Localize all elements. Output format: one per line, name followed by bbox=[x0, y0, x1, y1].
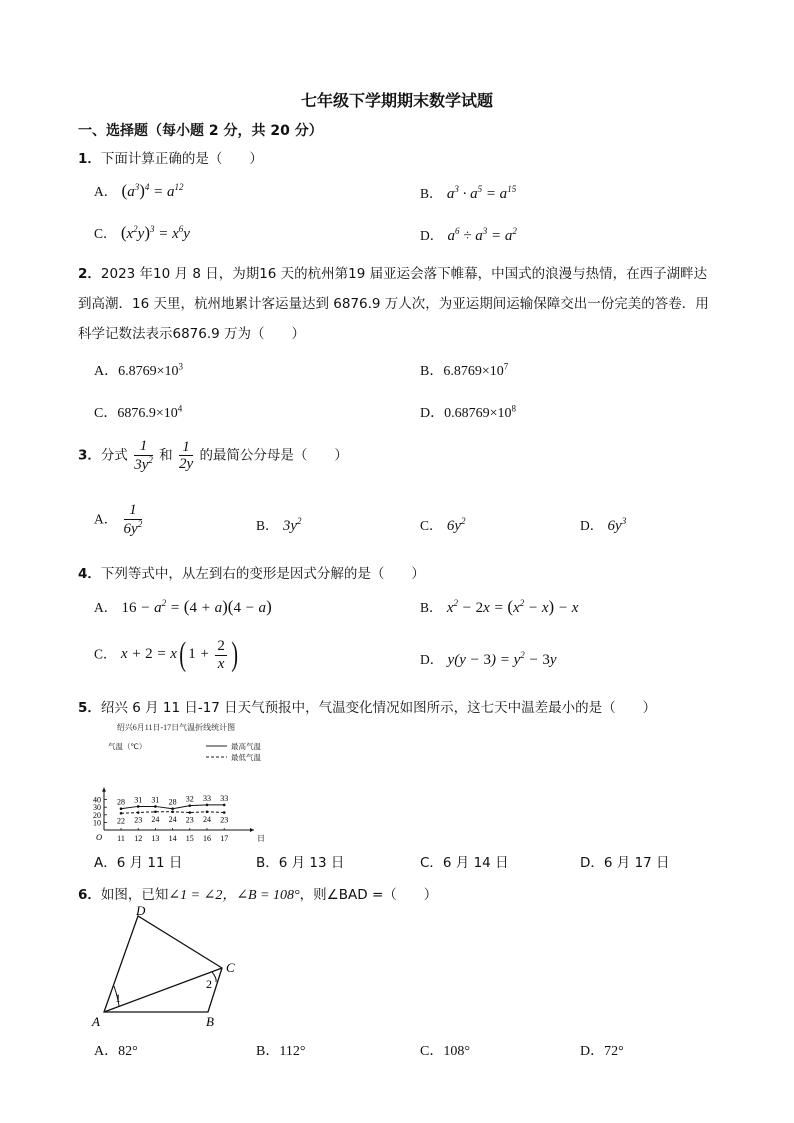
q5-option-c[interactable] bbox=[420, 851, 509, 871]
vertex-label-a: A bbox=[92, 1014, 100, 1029]
q5-option-a[interactable] bbox=[94, 851, 182, 871]
origin-label: O bbox=[96, 832, 103, 842]
data-label-high: 28 bbox=[168, 797, 177, 807]
data-point-high bbox=[206, 804, 209, 807]
question-number: 1． bbox=[78, 151, 101, 167]
data-point-low bbox=[120, 812, 123, 815]
option-label: C． bbox=[94, 646, 117, 662]
temperature-line-chart bbox=[86, 718, 266, 844]
data-point-low bbox=[154, 810, 157, 813]
quadrilateral-figure bbox=[88, 906, 258, 1032]
q4-option-a[interactable] bbox=[94, 596, 272, 617]
option-text: D．0.68769×10 bbox=[420, 406, 512, 421]
q4-option-d[interactable] bbox=[420, 648, 557, 669]
question-text-pre: 分式 bbox=[100, 447, 128, 464]
data-point-low bbox=[189, 811, 192, 814]
x-tick-label: 13 bbox=[151, 834, 160, 843]
option-text: B．112° bbox=[256, 1044, 306, 1059]
data-label-low: 24 bbox=[151, 814, 160, 824]
question-text-post: 的最简公分母是（ ） bbox=[199, 447, 348, 464]
option-exponent: 3 bbox=[178, 361, 184, 372]
data-label-low: 23 bbox=[220, 815, 229, 825]
angle-label-1: 1 bbox=[115, 991, 121, 1005]
question-text-line3: 科学记数法表示6876.9 万为（ ） bbox=[78, 326, 306, 342]
data-point-low bbox=[137, 811, 140, 814]
data-label-low: 22 bbox=[117, 816, 125, 826]
q2-option-d[interactable] bbox=[420, 402, 516, 422]
question-number: 2． bbox=[78, 266, 101, 282]
question-text-line2: 到高潮．16 天里，杭州地累计客运量达到 6876.9 万人次，为亚运期间运输保障交出一份完美的答卷．用 bbox=[78, 296, 709, 312]
option-label: A． bbox=[94, 184, 118, 199]
q5-option-d[interactable] bbox=[580, 851, 670, 871]
x-tick-label: 12 bbox=[134, 834, 143, 843]
option-text: C．6 月 14 日 bbox=[420, 855, 509, 871]
option-label: B． bbox=[420, 186, 443, 201]
data-point-high bbox=[189, 804, 192, 807]
option-text: D．72° bbox=[580, 1044, 624, 1059]
section-heading: 一、选择题（每小题 2 分，共 20 分） bbox=[78, 123, 323, 139]
option-exponent: 4 bbox=[177, 403, 183, 414]
question-text: 下面计算正确的是（ ） bbox=[100, 151, 263, 167]
data-label-low: 23 bbox=[185, 815, 194, 825]
option-formula: $y(y - 3) = y^2 - 3y$ bbox=[447, 650, 557, 668]
q5-option-b[interactable] bbox=[256, 851, 344, 871]
q1-option-c[interactable] bbox=[94, 222, 190, 243]
q1-option-a[interactable] bbox=[94, 180, 184, 201]
option-label: C． bbox=[420, 518, 443, 533]
question-number: 6． bbox=[78, 887, 101, 903]
y-tick-label: 10 bbox=[93, 818, 101, 828]
q4-option-c[interactable] bbox=[94, 636, 240, 674]
data-label-high: 28 bbox=[117, 797, 125, 807]
question-4 bbox=[78, 562, 425, 582]
option-label: D． bbox=[420, 228, 444, 243]
option-text: B．6 月 13 日 bbox=[256, 855, 345, 871]
option-text: C．108° bbox=[420, 1044, 470, 1059]
question-number: 3． bbox=[78, 447, 101, 464]
data-point-low bbox=[206, 810, 209, 813]
option-label: D． bbox=[580, 518, 604, 533]
vertex-label-d: D bbox=[136, 906, 146, 918]
option-formula: $6y^2$ bbox=[446, 516, 466, 534]
option-formula: $3y^2$ bbox=[282, 516, 302, 534]
q2-option-a[interactable] bbox=[94, 360, 183, 380]
option-formula: $6y^3$ bbox=[607, 516, 627, 534]
q6-option-a[interactable] bbox=[94, 1040, 138, 1060]
data-point-high bbox=[223, 804, 226, 807]
x-tick-label: 15 bbox=[185, 834, 194, 843]
q3-option-d[interactable] bbox=[580, 514, 626, 535]
option-text: B．6.8769×10 bbox=[420, 364, 504, 379]
q3-option-b[interactable] bbox=[256, 514, 301, 535]
option-label: B． bbox=[256, 518, 279, 533]
data-label-low: 24 bbox=[168, 814, 177, 824]
q6-option-c[interactable] bbox=[420, 1040, 470, 1060]
question-text-line1: 2023 年10 月 8 日，为期16 天的杭州第19 届亚运会落下帷幕，中国式的浪漫与热情，在西子湖畔达 bbox=[100, 266, 708, 282]
data-label-high: 32 bbox=[185, 794, 194, 804]
option-formula: $x^2 - 2x = (x^2 - x) - x$ bbox=[446, 597, 579, 616]
data-label-low: 24 bbox=[203, 814, 211, 824]
q6-option-b[interactable] bbox=[256, 1040, 305, 1060]
question-number: 5． bbox=[78, 700, 101, 716]
y-axis-arrow bbox=[102, 788, 106, 792]
option-formula: x + 2 = x( 1 + $\frac{2}{x}$ ) bbox=[120, 636, 238, 673]
question-condition: ∠1 = ∠2，∠B = 108° bbox=[168, 888, 300, 903]
question-1 bbox=[78, 147, 263, 167]
q3-option-c[interactable] bbox=[420, 514, 465, 535]
question-text-mid: 和 bbox=[159, 447, 173, 464]
q1-option-d[interactable] bbox=[420, 224, 517, 245]
option-exponent: 8 bbox=[511, 403, 517, 414]
chart-title: 绍兴6月11日-17日气温折线统计图 bbox=[116, 723, 236, 732]
y-tick-label: 40 bbox=[93, 795, 101, 805]
data-label-high: 31 bbox=[134, 795, 143, 805]
y-axis-label: 气温（℃） bbox=[108, 742, 147, 751]
chart-plot-area bbox=[93, 788, 265, 843]
x-tick-label: 16 bbox=[203, 834, 211, 843]
angle-label-2: 2 bbox=[206, 977, 212, 991]
option-text: A．6.8769×10 bbox=[94, 364, 179, 379]
x-axis-label: 日 bbox=[257, 834, 265, 843]
option-exponent: 7 bbox=[503, 361, 509, 372]
q1-option-b[interactable] bbox=[420, 182, 516, 203]
option-formula: $16 - a^2 = (4 + a)(4 - a)$ bbox=[121, 597, 272, 616]
question-text-post: ，则∠BAD =（ ） bbox=[299, 887, 438, 903]
option-text: C．6876.9×10 bbox=[94, 406, 178, 421]
page-title: 七年级下学期期末数学试题 bbox=[300, 91, 493, 110]
legend-label-high: 最高气温 bbox=[231, 742, 261, 751]
q3-option-a[interactable] bbox=[94, 502, 144, 537]
option-text: D．6 月 17 日 bbox=[580, 855, 670, 871]
question-2 bbox=[78, 262, 707, 282]
quadrilateral-outline bbox=[104, 916, 222, 1012]
vertex-label-c: C bbox=[226, 960, 235, 975]
question-3 bbox=[78, 438, 348, 473]
question-text-pre: 如图，已知 bbox=[100, 887, 169, 903]
q2-option-b[interactable] bbox=[420, 360, 508, 380]
data-label-high: 33 bbox=[203, 793, 211, 803]
data-point-high bbox=[120, 807, 123, 810]
x-tick-label: 17 bbox=[220, 834, 229, 843]
question-number: 4． bbox=[78, 566, 101, 582]
option-label: B． bbox=[420, 600, 443, 615]
question-5 bbox=[78, 696, 656, 716]
data-label-high: 33 bbox=[220, 793, 229, 803]
option-formula: $a^3 \cdot a^5 = a^{15}$ bbox=[446, 184, 517, 202]
angle-2-arc bbox=[212, 972, 216, 982]
legend-label-low: 最低气温 bbox=[231, 753, 261, 762]
fraction-2: $\frac{1}{2y}$ bbox=[178, 438, 194, 472]
option-label: A． bbox=[94, 600, 118, 615]
vertex-label-b: B bbox=[206, 1014, 214, 1029]
option-formula: $(x^2y)^3 = x^6y$ bbox=[120, 223, 190, 242]
option-label: A． bbox=[94, 511, 118, 527]
y-tick-label: 20 bbox=[93, 810, 101, 820]
data-point-high bbox=[154, 805, 157, 808]
x-tick-label: 14 bbox=[168, 834, 177, 843]
question-text: 下列等式中，从左到右的变形是因式分解的是（ ） bbox=[100, 566, 425, 582]
data-label-high: 31 bbox=[151, 795, 160, 805]
option-formula: $a^6 \div a^3 = a^2$ bbox=[447, 226, 517, 244]
data-point-high bbox=[137, 805, 140, 808]
option-formula: $\frac{1}{6y^2}$ bbox=[123, 502, 143, 537]
question-text: 绍兴 6 月 11 日-17 日天气预报中，气温变化情况如图所示，这七天中温差最小的是（ ） bbox=[100, 700, 657, 716]
y-tick-label: 30 bbox=[93, 803, 101, 813]
data-label-low: 23 bbox=[134, 815, 143, 825]
q4-option-b[interactable] bbox=[420, 596, 578, 617]
option-text: A．6 月 11 日 bbox=[94, 855, 183, 871]
option-label: D． bbox=[420, 652, 444, 667]
q2-option-c[interactable] bbox=[94, 402, 182, 422]
option-text: A．82° bbox=[94, 1044, 138, 1059]
x-axis-arrow bbox=[250, 828, 254, 832]
data-point-high bbox=[171, 807, 174, 810]
option-formula: $(a^3)^4 = a^{12}$ bbox=[121, 181, 184, 200]
q6-option-d[interactable] bbox=[580, 1040, 624, 1060]
x-tick-label: 11 bbox=[117, 834, 125, 843]
question-6 bbox=[78, 883, 437, 904]
fraction-1: $\frac{1}{3y^2}$ bbox=[134, 438, 153, 473]
diagonal-ac bbox=[104, 968, 222, 1012]
option-label: C． bbox=[94, 226, 117, 241]
data-point-low bbox=[223, 811, 226, 814]
data-point-low bbox=[171, 810, 174, 813]
